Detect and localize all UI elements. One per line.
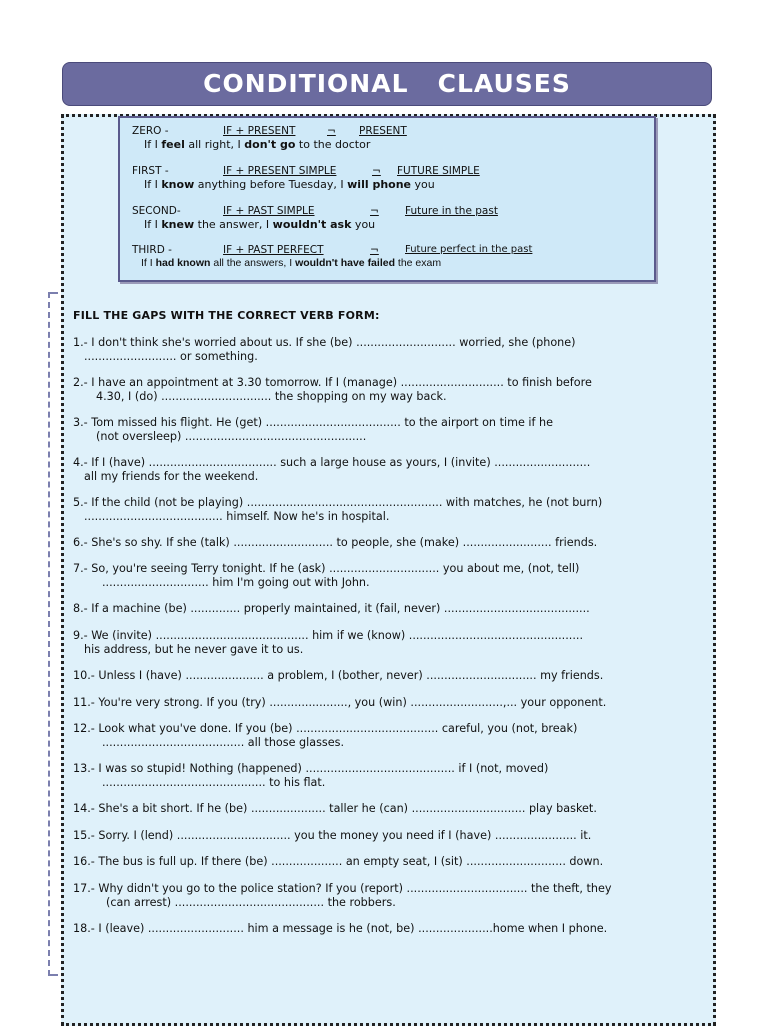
exercise-item <box>73 829 673 843</box>
exercise-line: 14.- She's a bit short. If he (be) ..................... taller he (can) ................................ play basket. <box>73 802 597 815</box>
exercise-item <box>73 496 673 523</box>
exercise-line: 4.- If I (have) .................................... such a large house as yours, I (invite) ........................... <box>73 456 591 469</box>
exercise-item <box>73 416 673 443</box>
exercise-item <box>73 602 673 616</box>
exercise-item <box>73 336 673 363</box>
exercise-line-continued: 4.30, I (do) ............................... the shopping on my way back. <box>96 389 447 403</box>
rule-label: ZERO - <box>132 125 169 137</box>
left-margin-bracket <box>48 292 58 976</box>
rule-example: If I knew the answer, I wouldn't ask you <box>144 218 376 231</box>
exercise-item <box>73 376 673 403</box>
exercise-line-continued: ....................................... himself. Now he's in hospital. <box>84 509 390 523</box>
rule-negation-symbol: ¬ <box>370 205 379 217</box>
exercise-line-continued: .......................... or something. <box>84 349 258 363</box>
conditional-summary-box <box>118 116 656 282</box>
exercise-item <box>73 456 673 483</box>
rule-if-formula: IF + PAST SIMPLE <box>223 205 315 217</box>
exercise-item <box>73 722 673 749</box>
exercise-item <box>73 629 673 656</box>
exercise-item <box>73 762 673 789</box>
rule-main-formula: Future perfect in the past <box>405 244 533 255</box>
rule-label: SECOND- <box>132 205 181 217</box>
exercise-item <box>73 922 673 936</box>
exercise-line: 3.- Tom missed his flight. He (get) ...................................... to the airport on time if he <box>73 416 553 429</box>
exercise-line: 12.- Look what you've done. If you (be) ........................................ careful, you (not, break) <box>73 722 578 735</box>
exercise-item <box>73 802 673 816</box>
rule-main-formula: Future in the past <box>405 205 498 217</box>
exercise-line: 15.- Sorry. I (lend) ................................ you the money you need if I (have) ....................... it. <box>73 829 592 842</box>
exercise-line: 11.- You're very strong. If you (try) ......................, you (win) ..........................,... your opponent. <box>73 696 607 709</box>
exercise-line-continued: .............................. him I'm going out with John. <box>102 575 370 589</box>
exercise-line: 17.- Why didn't you go to the police station? If you (report) .................................. the theft, they <box>73 882 612 895</box>
rule-negation-symbol: ¬ <box>372 165 381 177</box>
exercise-item <box>73 855 673 869</box>
exercise-item <box>73 536 673 550</box>
rule-if-formula: IF + PRESENT SIMPLE <box>223 165 337 177</box>
exercise-line: 6.- She's so shy. If she (talk) ............................ to people, she (make) ......................... friends. <box>73 536 598 549</box>
exercise-line-continued: (can arrest) .......................................... the robbers. <box>106 895 396 909</box>
exercise-line: 2.- I have an appointment at 3.30 tomorrow. If I (manage) ............................. to finish before <box>73 376 592 389</box>
rule-example: If I feel all right, I don't go to the doctor <box>144 138 371 151</box>
exercise-line: 5.- If the child (not be playing) ....................................................... with matches, he (not burn) <box>73 496 603 509</box>
exercise-item <box>73 882 673 909</box>
exercise-line: 16.- The bus is full up. If there (be) .................... an empty seat, I (sit) ............................ down. <box>73 855 604 868</box>
rule-if-formula: IF + PAST PERFECT <box>223 244 324 256</box>
rule-main-formula: PRESENT <box>359 125 407 137</box>
exercise-item <box>73 669 673 683</box>
page-title: CONDITIONAL CLAUSES <box>62 62 712 106</box>
exercise-line: 13.- I was so stupid! Nothing (happened) .......................................... if I (not, moved) <box>73 762 549 775</box>
exercise-line-continued: ........................................ all those glasses. <box>102 735 345 749</box>
exercise-line-continued: all my friends for the weekend. <box>84 469 259 483</box>
exercise-line: 10.- Unless I (have) ...................... a problem, I (bother, never) ............................... my friends. <box>73 669 604 682</box>
exercise-line-continued: .............................................. to his flat. <box>102 775 326 789</box>
rule-negation-symbol: ¬ <box>327 125 336 137</box>
rule-example: If I had known all the answers, I wouldn't have failed the exam <box>141 257 442 269</box>
exercise-line: 9.- We (invite) ........................................... him if we (know) ................................................. <box>73 629 584 642</box>
instructions-heading: FILL THE GAPS WITH THE CORRECT VERB FORM: <box>73 309 380 322</box>
exercise-line-continued: his address, but he never gave it to us. <box>84 642 304 656</box>
exercise-line: 1.- I don't think she's worried about us. If she (be) ............................ worried, she (phone) <box>73 336 576 349</box>
rule-example: If I know anything before Tuesday, I will phone you <box>144 178 435 191</box>
exercise-line: 7.- So, you're seeing Terry tonight. If he (ask) ............................... you about me, (not, tell) <box>73 562 580 575</box>
rule-label: THIRD - <box>132 244 172 256</box>
exercise-line: 8.- If a machine (be) .............. properly maintained, it (fail, never) ......................................... <box>73 602 590 615</box>
exercise-item <box>73 696 673 710</box>
rule-if-formula: IF + PRESENT <box>223 125 296 137</box>
exercise-item <box>73 562 673 589</box>
rule-label: FIRST - <box>132 165 169 177</box>
rule-main-formula: FUTURE SIMPLE <box>397 165 480 177</box>
exercise-line-continued: (not oversleep) ................................................... <box>96 429 367 443</box>
exercise-line: 18.- I (leave) ........................... him a message is he (not, be) .....................home when I phone. <box>73 922 608 935</box>
rule-negation-symbol: ¬ <box>370 244 379 256</box>
